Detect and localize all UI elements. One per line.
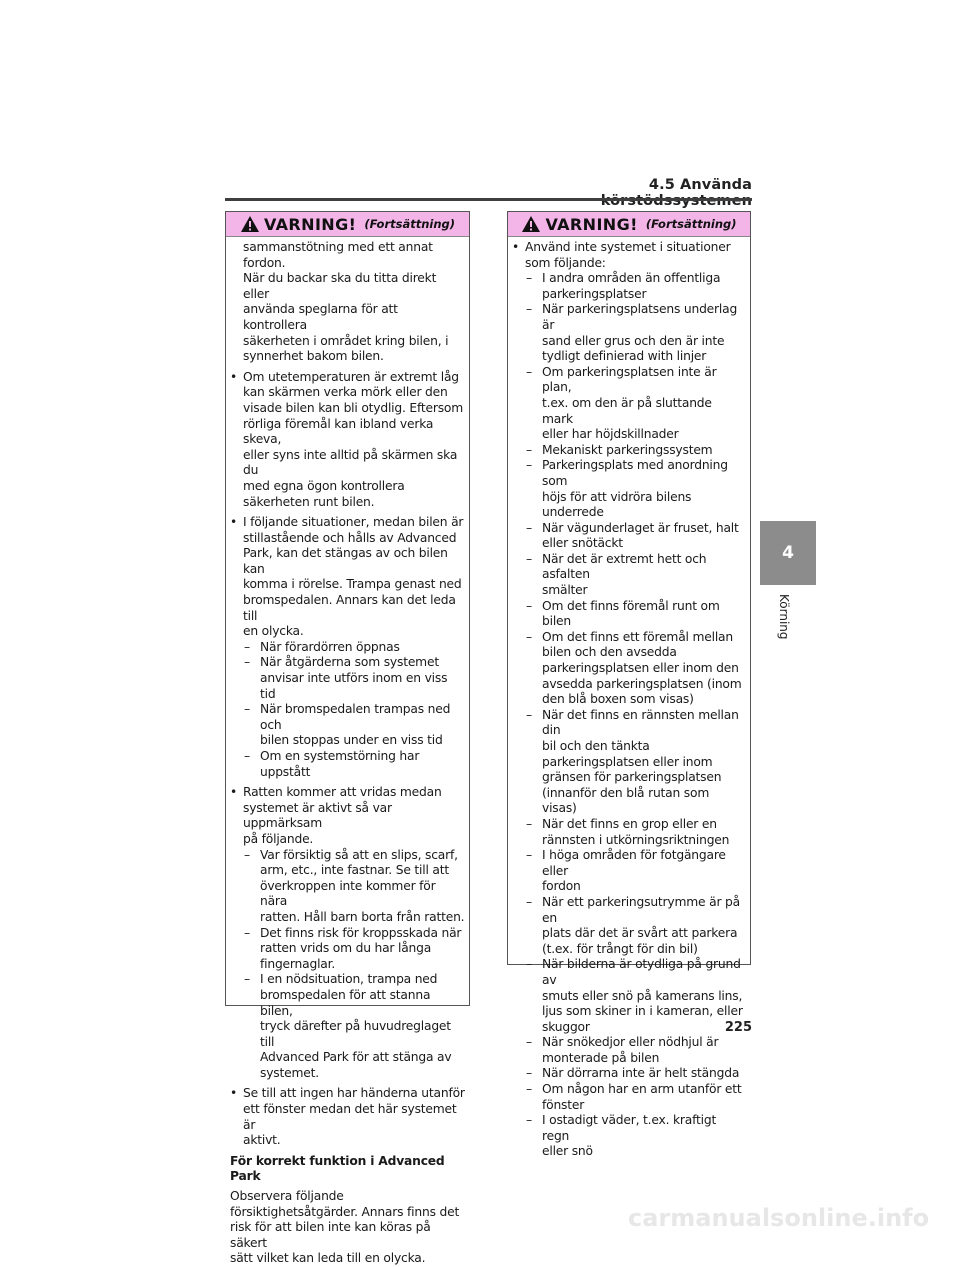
bullet-dot: • xyxy=(230,515,238,530)
warning-header xyxy=(508,212,750,237)
text-line: med egna ögon kontrollera xyxy=(243,478,405,493)
bullet-item xyxy=(230,515,465,640)
text-line: ratten vrids om du har långa xyxy=(260,941,432,956)
warning-box-left xyxy=(225,211,470,1266)
text-line: Om det finns ett föremål mellan xyxy=(542,629,733,644)
text-line: Var försiktig så att en slips, scarf, xyxy=(260,847,458,862)
text-line: risk för att bilen inte kan köras på säkert xyxy=(230,1220,431,1250)
text-line: systemet är aktivt så var uppmärksam xyxy=(243,800,392,831)
text-line: smälter xyxy=(542,583,588,598)
text-line: rännsten i utkörningsriktningen xyxy=(542,832,730,847)
text-line: Park, kan det stängas av och bilen kan xyxy=(243,546,448,576)
dash-item: – Det finns risk för kroppsskada när ratten vrids om du har långa fingernaglar. xyxy=(230,926,465,973)
page-number: 225 xyxy=(724,1020,752,1035)
text-line: Om det finns föremål runt om bilen xyxy=(542,598,720,629)
dash-item: – När förardörren öppnas xyxy=(230,640,465,656)
dash-item: – I höga områden för fotgängare eller fordon xyxy=(512,848,746,895)
warning-header xyxy=(226,212,469,237)
closing-paragraph xyxy=(230,1189,465,1267)
dash-item: – När parkeringsplatsens underlag är sand eller grus och den är inte tydligt definierad with linjer xyxy=(512,302,746,364)
text-line: parkeringsplatser xyxy=(542,286,647,301)
text-line: monterade på bilen xyxy=(542,1050,660,1065)
text-line: I en nödsituation, trampa ned xyxy=(260,972,438,987)
text-line: den blå boxen som visas) xyxy=(542,692,694,707)
text-line: fingernaglar. xyxy=(260,956,336,971)
text-line: När det finns en rännsten mellan din xyxy=(542,707,739,738)
text-line: på följande. xyxy=(243,831,314,846)
text-line: Mekaniskt parkeringssystem xyxy=(542,442,713,457)
text-line: När åtgärderna som systemet xyxy=(260,655,439,670)
warning-label: VARNING! xyxy=(263,214,357,234)
text-line: bromspedalen för att stanna bilen, xyxy=(260,987,431,1018)
dash-item: – Parkeringsplats med anordning som höjs för att vidröra bilens underrede xyxy=(512,458,746,520)
dash-item: – Mekaniskt parkeringssystem xyxy=(512,443,746,459)
text-line: sand eller grus och den är inte xyxy=(542,333,725,348)
text-line: När dörrarna inte är helt stängda xyxy=(542,1066,740,1081)
dash-item: – När vägunderlaget är fruset, halt eller snötäckt xyxy=(512,521,746,552)
dash-item: – Om någon har en arm utanför ett fönster xyxy=(512,1082,746,1113)
text-line: När det är extremt hett och asfalten xyxy=(542,551,707,582)
text-line: tydligt definierad with linjer xyxy=(542,349,707,364)
text-line: höjs för att vidröra bilens underrede xyxy=(542,489,692,520)
text-line: Om en systemstörning har uppstått xyxy=(260,749,420,779)
text-line: parkeringsplatsen eller inom xyxy=(542,754,713,769)
text-line: När parkeringsplatsens underlag är xyxy=(542,302,738,332)
text-line: ratten. Håll barn borta från ratten. xyxy=(260,909,465,924)
text-line: När det finns en grop eller en xyxy=(542,816,717,831)
text-line: synnerhet bakom bilen. xyxy=(243,349,384,364)
text-line: eller syns inte alltid på skärmen ska du xyxy=(243,447,458,478)
text-line: Om någon har en arm utanför ett xyxy=(542,1082,742,1097)
title-rule xyxy=(225,198,752,201)
text-line: När bromspedalen trampas ned och xyxy=(260,702,451,732)
text-line: säkerheten i området kring bilen, i xyxy=(243,333,449,348)
text-line: arm, etc., inte fastnar. Se till att xyxy=(260,863,449,878)
text-line: När förardörren öppnas xyxy=(260,639,400,654)
text-line: försiktighetsåtgärder. Annars finns det xyxy=(230,1204,460,1219)
text-line: Ratten kommer att vridas medan xyxy=(243,785,442,800)
text-line: tryck därefter på huvudreglaget till xyxy=(260,1019,451,1049)
text-line: anvisar inte utförs inom en viss tid xyxy=(260,671,448,701)
dash-item: – När det finns en grop eller en rännsten i utkörningsriktningen xyxy=(512,817,746,848)
text-line: kan skärmen verka mörk eller den xyxy=(243,385,448,400)
text-line: (innanför den blå rutan som visas) xyxy=(542,785,710,816)
text-line: rörliga föremål kan ibland verka skeva, xyxy=(243,416,434,447)
bullet-item xyxy=(512,240,746,271)
warning-triangle-icon xyxy=(521,215,541,233)
dash-item: – När åtgärderna som systemet anvisar inte utförs inom en viss tid xyxy=(230,655,465,702)
dash-item: – Om det finns föremål runt om bilen xyxy=(512,599,746,630)
text-line: aktivt. xyxy=(243,1133,281,1148)
dash-item: – Om en systemstörning har uppstått xyxy=(230,749,465,780)
section-title: 4.5 Använda körstödssystemen xyxy=(600,177,752,209)
dash-item: – I ostadigt väder, t.ex. kraftigt regn eller snö xyxy=(512,1113,746,1160)
bullet-item xyxy=(230,785,465,847)
text-line: eller har höjdskillnader xyxy=(542,427,679,442)
subheading: För korrekt funktion i Advanced Park xyxy=(230,1153,445,1184)
bullet-item xyxy=(230,1086,465,1148)
dash-item: – När bromspedalen trampas ned och bilen stoppas under en viss tid xyxy=(230,702,465,749)
text-line: I ostadigt väder, t.ex. kraftigt regn xyxy=(542,1113,717,1143)
text-line: När bilderna är otydliga på grund av xyxy=(542,957,741,987)
bullet-dot: • xyxy=(230,369,238,384)
text-line: systemet. xyxy=(260,1065,319,1080)
text-line: sätt vilket kan leda till en olycka. xyxy=(230,1251,426,1266)
text-line: Det finns risk för kroppsskada när xyxy=(260,925,462,940)
text-line: Se till att ingen har händerna utanför xyxy=(243,1086,465,1101)
dash-item: – I andra områden än offentliga parkeringsplatser xyxy=(512,271,746,302)
text-line: visade bilen kan bli otydlig. Eftersom xyxy=(243,400,464,415)
text-line: stillastående och hålls av Advanced xyxy=(243,530,457,545)
text-line: använda speglarna för att kontrollera xyxy=(243,302,398,332)
text-line: Observera följande xyxy=(230,1189,344,1204)
text-line: När snökedjor eller nödhjul är xyxy=(542,1035,719,1050)
bullet-dot: • xyxy=(230,785,238,800)
text-line: Advanced Park för att stänga av xyxy=(260,1050,452,1065)
dash-item: – När snökedjor eller nödhjul är monterade på bilen xyxy=(512,1035,746,1066)
text-line: När du backar ska du titta direkt eller xyxy=(243,271,437,301)
text-line: skuggor xyxy=(542,1019,590,1034)
text-line: avsedda parkeringsplatsen (inom xyxy=(542,676,742,691)
warning-label: VARNING! xyxy=(545,214,638,234)
dash-item: – När dörrarna inte är helt stängda xyxy=(512,1066,746,1082)
text-line: Parkeringsplats med anordning som xyxy=(542,458,728,488)
text-line: I höga områden för fotgängare eller xyxy=(542,848,726,878)
text-line: eller snö xyxy=(542,1144,593,1159)
warning-triangle-icon xyxy=(240,215,260,233)
dash-item: – När det är extremt hett och asfalten smälter xyxy=(512,552,746,599)
dash-item: – I en nödsituation, trampa ned bromspedalen för att stanna bilen, tryck därefter på huvudreglaget till Advanced Park för att stänga av systemet. xyxy=(230,972,465,1081)
text-line: bil och den tänkta xyxy=(542,739,650,753)
text-line: säkerheten runt bilen. xyxy=(243,494,375,509)
text-line: I följande situationer, medan bilen är xyxy=(243,515,464,530)
text-line: bilen och den avsedda xyxy=(542,645,677,660)
dash-item: – Om parkeringsplatsen inte är plan, t.ex. om den är på sluttande mark eller har höjdskillnader xyxy=(512,365,746,443)
chapter-tab: 4 xyxy=(760,521,816,585)
text-line: smuts eller snö på kamerans lins, xyxy=(542,988,743,1003)
dash-item: – När det finns en rännsten mellan din bil och den tänkta parkeringsplatsen eller inom gränsen för parkeringsplatsen (innanför den blå rutan som visas) xyxy=(512,708,746,817)
continuation-label: (Fortsättning) xyxy=(645,217,737,231)
bullet-item xyxy=(230,370,465,510)
text-line: parkeringsplatsen eller inom den xyxy=(542,661,739,676)
continuation-label: (Fortsättning) xyxy=(364,217,456,231)
text-line: Om utetemperaturen är extremt låg xyxy=(243,369,459,384)
text-line: gränsen för parkeringsplatsen xyxy=(542,770,722,785)
chapter-tab-label: Körning xyxy=(777,594,791,640)
bullet-dot: • xyxy=(512,240,520,254)
text-line: sammanstötning med ett annat fordon. xyxy=(243,240,433,270)
text-line: ett fönster medan det här systemet är xyxy=(243,1102,457,1132)
text-line: bilen stoppas under en viss tid xyxy=(260,733,443,748)
text-line: överkroppen inte kommer för nära xyxy=(260,878,436,909)
text-line: en olycka. xyxy=(243,624,304,639)
text-line: När ett parkeringsutrymme är på en xyxy=(542,894,740,925)
text-line: ljus som skiner in i kameran, eller xyxy=(542,1004,743,1019)
text-line: fönster xyxy=(542,1097,585,1112)
dash-item: – Om det finns ett föremål mellan bilen och den avsedda parkeringsplatsen eller inom den avsedda parkeringsplatsen (inom den blå boxen som visas) xyxy=(512,630,746,708)
bullet-dot: • xyxy=(230,1086,238,1101)
intro-paragraph xyxy=(230,240,465,365)
text-line: som följande: xyxy=(525,255,606,270)
text-line: fordon xyxy=(542,879,581,894)
dash-item: – Var försiktig så att en slips, scarf, arm, etc., inte fastnar. Se till att överkroppen inte kommer för nära ratten. Håll barn borta från ratten. xyxy=(244,847,465,924)
text-line: I andra områden än offentliga xyxy=(542,271,721,286)
dash-item: – När ett parkeringsutrymme är på en plats där det är svårt att parkera (t.ex. för trångt för din bil) xyxy=(512,895,746,957)
text-line: När vägunderlaget är fruset, halt xyxy=(542,520,739,535)
warning-body xyxy=(226,237,469,1267)
text-line: (t.ex. för trångt för din bil) xyxy=(542,941,698,956)
watermark-logo: carmanualsonline.info xyxy=(628,1204,930,1232)
text-line: t.ex. om den är på sluttande mark xyxy=(542,395,712,426)
text-line: eller snötäckt xyxy=(542,536,623,551)
dash-item: – När bilderna är otydliga på grund av smuts eller snö på kamerans lins, ljus som skiner in i kameran, eller skuggor xyxy=(512,957,746,1035)
text-line: bromspedalen. Annars kan det leda till xyxy=(243,593,456,623)
text-line: Om parkeringsplatsen inte är plan, xyxy=(542,364,717,395)
text-line: Använd inte systemet i situationer xyxy=(525,240,731,254)
text-line: plats där det är svårt att parkera xyxy=(542,926,738,941)
text-line: komma i rörelse. Trampa genast ned xyxy=(243,577,462,592)
